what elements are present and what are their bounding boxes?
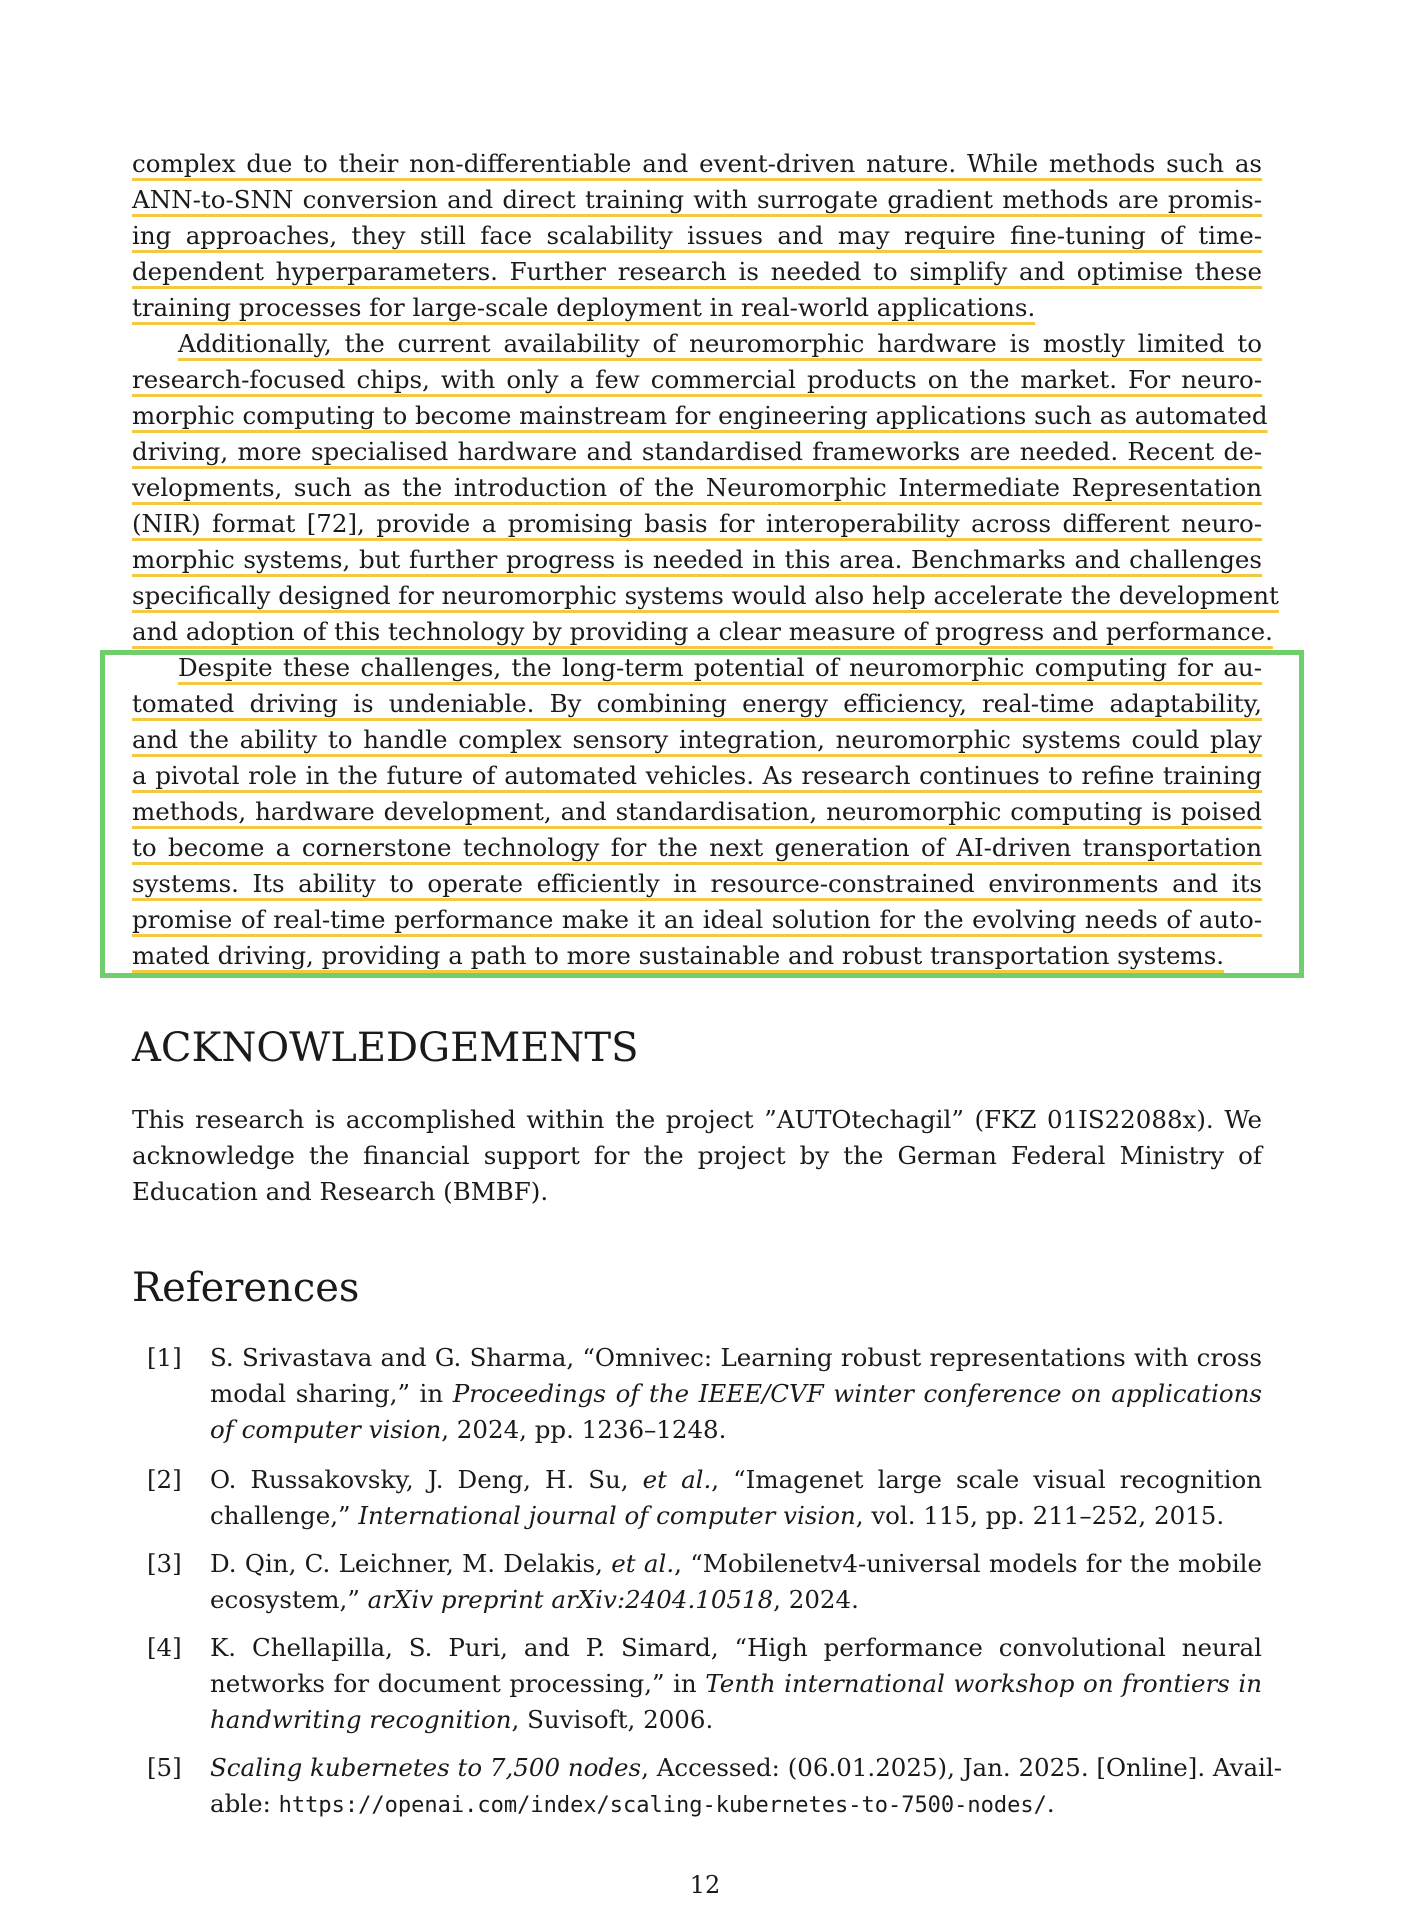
page-number: 12: [689, 1871, 721, 1899]
text-line: morphic computing to become mainstream for engineering applications such as automated: [132, 401, 1268, 430]
reference-url-link[interactable]: https://openai.com/index/scaling-kubernetes-to-7500-nodes/: [278, 1793, 1047, 1818]
reference-line: modal sharing,” in Proceedings of the IEEE/CVF winter conference on applications: [210, 1379, 1262, 1408]
text-line: morphic systems, but further progress is needed in this area. Benchmarks and challenges: [132, 545, 1262, 574]
text-line: promise of real-time performance make it an ideal solution for the evolving needs of auto-: [132, 905, 1262, 934]
text-line: velopments, such as the introduction of the Neuromorphic Intermediate Representation: [132, 473, 1262, 502]
text-line: tomated driving is undeniable. By combining energy efficiency, real-time adaptability,: [132, 689, 1262, 718]
reference-line: of computer vision, 2024, pp. 1236–1248.: [210, 1415, 727, 1444]
reference-number: [1]: [147, 1343, 182, 1372]
reference-line: D. Qin, C. Leichner, M. Delakis, et al., “Mobilenetv4-universal models for the mobile: [210, 1549, 1263, 1578]
reference-number: [4]: [147, 1633, 182, 1662]
text-line: research-focused chips, with only a few commercial products on the market. For neuro-: [132, 365, 1262, 394]
text-line: mated driving, providing a path to more sustainable and robust transportation systems.: [132, 941, 1225, 970]
reference-line: able: https://openai.com/index/scaling-kubernetes-to-7500-nodes/.: [210, 1789, 1055, 1818]
text-line: specifically designed for neuromorphic systems would also help accelerate the development: [132, 581, 1279, 610]
text-line: systems. Its ability to operate efficiently in resource-constrained environments and its: [132, 869, 1262, 898]
text-line: dependent hyperparameters. Further research is needed to simplify and optimise these: [132, 257, 1262, 286]
reference-line: Scaling kubernetes to 7,500 nodes, Accessed: (06.01.2025), Jan. 2025. [Online]. Avail-: [210, 1753, 1283, 1782]
reference-line: handwriting recognition, Suvisoft, 2006.: [210, 1705, 714, 1734]
text-line: ing approaches, they still face scalability issues and may require fine-tuning of time-: [132, 221, 1262, 250]
text-line: methods, hardware development, and standardisation, neuromorphic computing is poised: [132, 797, 1262, 826]
text-line: Additionally, the current availability of neuromorphic hardware is mostly limited to: [178, 329, 1262, 358]
text-line: driving, more specialised hardware and standardised frameworks are needed. Recent de-: [132, 437, 1262, 466]
text-line: and adoption of this technology by providing a clear measure of progress and performance.: [132, 617, 1273, 646]
text-line: complex due to their non-differentiable and event-driven nature. While methods such as: [132, 149, 1262, 178]
acknowledgements-heading: ACKNOWLEDGEMENTS: [132, 1025, 639, 1071]
text-line: (NIR) format [72], provide a promising basis for interoperability across different neuro-: [132, 509, 1262, 538]
text-line: a pivotal role in the future of automated vehicles. As research continues to refine training: [132, 761, 1262, 790]
references-heading: References: [132, 1265, 360, 1311]
reference-line: K. Chellapilla, S. Puri, and P. Simard, “High performance convolutional neural: [210, 1633, 1262, 1662]
reference-number: [3]: [147, 1549, 182, 1578]
reference-line: S. Srivastava and G. Sharma, “Omnivec: Learning robust representations with cross: [210, 1343, 1262, 1372]
reference-number: [2]: [147, 1465, 182, 1494]
text-line: Despite these challenges, the long-term potential of neuromorphic computing for au-: [178, 653, 1262, 682]
reference-line: O. Russakovsky, J. Deng, H. Su, et al., “Imagenet large scale visual recognition: [210, 1465, 1262, 1494]
reference-line: networks for document processing,” in Tenth international workshop on frontiers in: [210, 1669, 1262, 1698]
ack-line: Education and Research (BMBF).: [132, 1177, 549, 1206]
reference-number: [5]: [147, 1753, 182, 1782]
text-line: training processes for large-scale deployment in real-world applications.: [132, 293, 1036, 322]
reference-line: challenge,” International journal of computer vision, vol. 115, pp. 211–252, 2015.: [210, 1501, 1225, 1530]
text-line: ANN-to-SNN conversion and direct training with surrogate gradient methods are promis-: [132, 185, 1262, 214]
text-line: to become a cornerstone technology for the next generation of AI-driven transportation: [132, 833, 1262, 862]
text-line: and the ability to handle complex sensory integration, neuromorphic systems could play: [132, 725, 1262, 754]
reference-line: ecosystem,” arXiv preprint arXiv:2404.10518, 2024.: [210, 1585, 859, 1614]
ack-line: acknowledge the financial support for the project by the German Federal Ministry of: [132, 1141, 1262, 1170]
ack-line: This research is accomplished within the project ”AUTOtechagil” (FKZ 01IS22088x). We: [132, 1105, 1262, 1134]
